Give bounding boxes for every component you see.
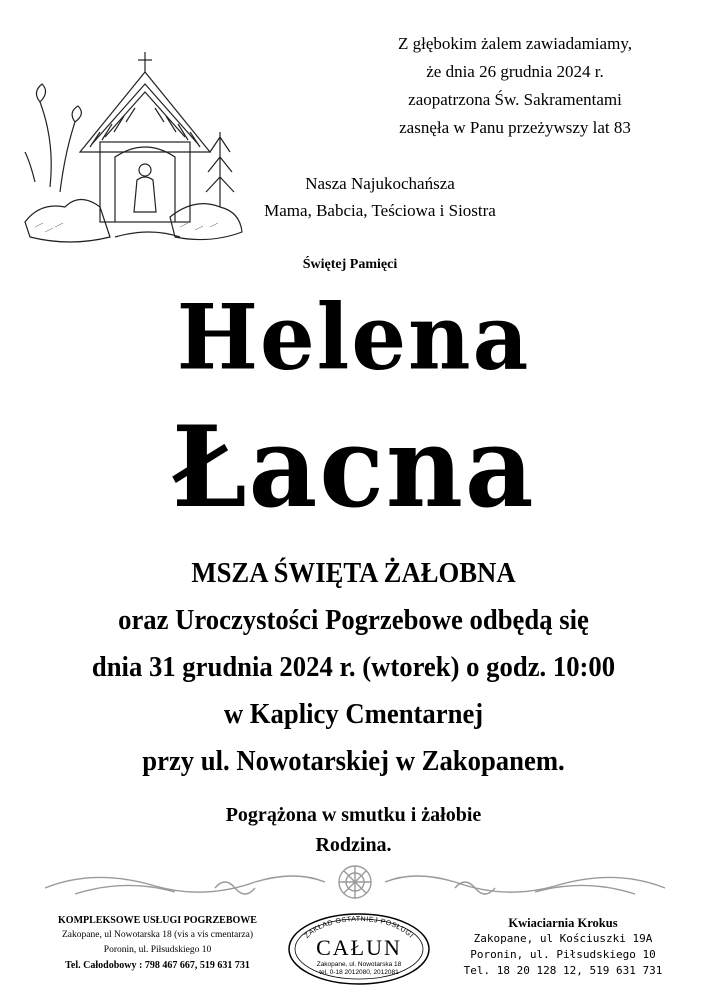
intro-line-3: zaopatrzona Św. Sakramentami [408, 90, 622, 109]
deceased-first-name: Helena [176, 284, 531, 391]
service-line-5: przy ul. Nowotarskiej w Zakopanem. [142, 745, 565, 777]
stamp-oval-image [284, 911, 434, 987]
intro-line-1: Z głębokim żalem zawiadamiamy, [398, 34, 632, 53]
deceased-last-name: Łacna [171, 400, 536, 533]
closing-line-2: Rodzina. [315, 834, 392, 856]
announcement-intro [360, 30, 670, 142]
funeral-home-phone: Tel. Całodobowy : 798 467 667, 519 631 731 [65, 960, 250, 971]
funeral-home-title: KOMPLEKSOWE USŁUGI POGRZEBOWE [58, 915, 257, 926]
chapel-sketch-image [20, 22, 250, 252]
florist-contact [438, 915, 688, 979]
funeral-service-details [28, 550, 678, 785]
florist-address-2: Poronin, ul. Piłsudskiego 10 [470, 948, 656, 961]
stamp-phone: tel. 0-18 2012080, 2012081 [319, 969, 399, 976]
memory-label: Świętej Pamięci [302, 257, 398, 272]
stamp-name: CAŁUN [316, 935, 402, 960]
family-relation [240, 170, 520, 224]
florist-address-1: Zakopane, ul Kościuszki 19A [473, 932, 653, 945]
funeral-home-contact [20, 913, 295, 973]
intro-line-4: zasnęła w Panu przeżywszy lat 83 [399, 118, 631, 137]
service-line-2: oraz Uroczystości Pogrzebowe odbędą się [118, 604, 589, 636]
funeral-home-address-2: Poronin, ul. Piłsudskiego 10 [103, 945, 212, 955]
closing-line-1: Pogrążona w smutku i żałobie [225, 804, 482, 826]
stamp-arc-text: ZAKŁAD OSTATNIEJ POSŁUGI [303, 915, 415, 940]
florist-title: Kwiaciarnia Krokus [508, 916, 618, 930]
funeral-home-address-1: Zakopane, ul Nowotarska 18 (vis a vis cmentarza) [62, 930, 253, 940]
family-line-2: Mama, Babcia, Teściowa i Siostra [264, 201, 496, 220]
service-line-4: w Kaplicy Cmentarnej [223, 698, 484, 730]
calun-stamp-logo [284, 911, 434, 987]
closing-signature [0, 800, 707, 860]
stamp-address: Zakopane, ul. Nowotarska 18 [316, 961, 402, 968]
family-line-1: Nasza Najukochańsza [305, 174, 455, 193]
ornamental-divider-image [35, 858, 675, 906]
service-line-3: dnia 31 grudnia 2024 r. (wtorek) o godz. 10:00 [91, 651, 616, 683]
service-line-1: MSZA ŚWIĘTA ŻAŁOBNA [191, 557, 516, 589]
florist-phone: Tel. 18 20 128 12, 519 631 731 [463, 964, 663, 977]
intro-line-2: że dnia 26 grudnia 2024 r. [426, 62, 604, 81]
